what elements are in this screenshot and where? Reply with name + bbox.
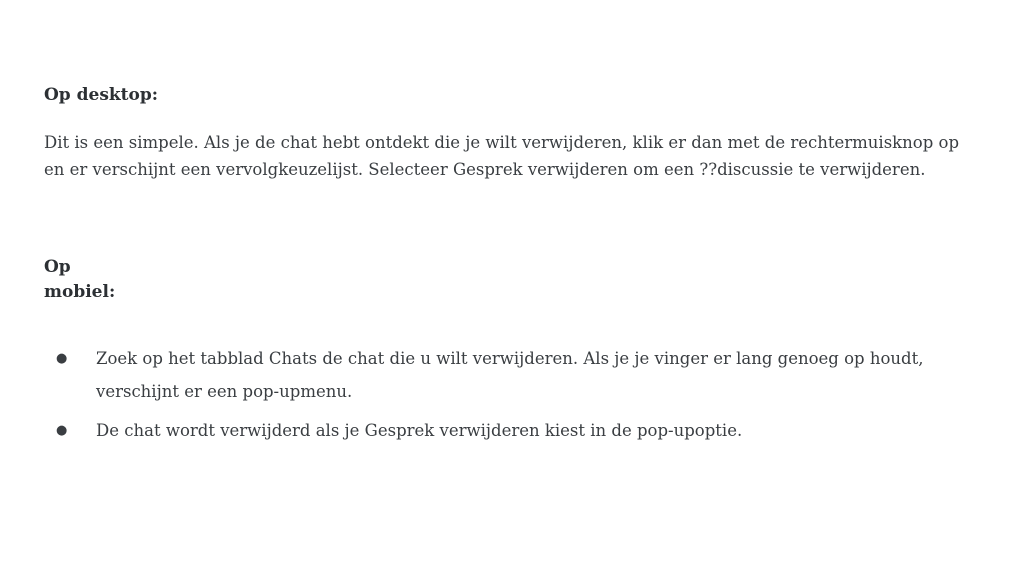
heading-mobile: Op mobiel:: [44, 257, 116, 302]
list-item: [56, 342, 976, 408]
heading-desktop: Op desktop:: [44, 85, 159, 105]
bullet-icon: ●: [56, 351, 68, 366]
mobile-instructions-list: [56, 342, 976, 453]
desktop-instructions-paragraph: Dit is een simpele. Als je de chat hebt ontdekt die je wilt verwijderen, klik er dan met de rechtermuisknop op en er verschijnt een vervolgkeuzelijst. Selecteer Gesprek verwijderen om een ??discussie te verwijderen.: [44, 133, 960, 179]
bullet-icon: ●: [56, 423, 68, 438]
list-item-text: Zoek op het tabblad Chats de chat die u wilt verwijderen. Als je je vinger er lang genoeg op houdt, verschijnt er een pop-upmenu.: [96, 349, 924, 401]
list-item-text: De chat wordt verwijderd als je Gesprek verwijderen kiest in de pop-upoptie.: [96, 421, 743, 440]
list-item: [56, 414, 976, 447]
